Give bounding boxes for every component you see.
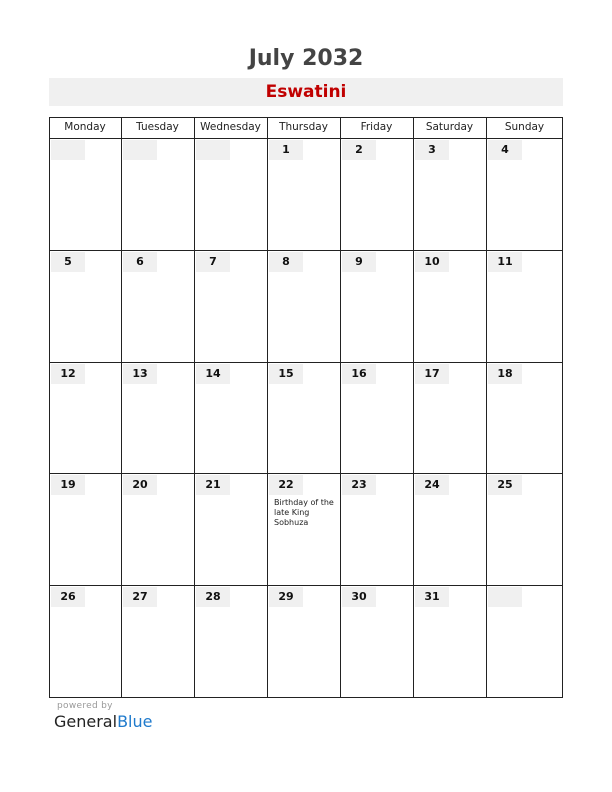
day-number: 1 xyxy=(269,140,303,160)
holiday-event: Birthday of the late King Sobhuza xyxy=(274,498,334,528)
day-number: 9 xyxy=(342,252,376,272)
day-number: 7 xyxy=(196,252,230,272)
day-cell xyxy=(414,586,486,697)
day-number: 8 xyxy=(269,252,303,272)
day-cell xyxy=(341,363,413,474)
brand-general-text: General xyxy=(54,712,118,731)
day-number: 13 xyxy=(123,364,157,384)
day-number: 19 xyxy=(51,475,85,495)
day-number: 25 xyxy=(488,475,522,495)
country-banner xyxy=(49,78,563,106)
day-number: 16 xyxy=(342,364,376,384)
brand-blue-text: Blue xyxy=(117,712,153,731)
day-cell xyxy=(50,474,121,585)
day-cell xyxy=(414,474,486,585)
weekday-header: Monday xyxy=(64,121,106,133)
day-cell xyxy=(268,586,340,697)
weekday-header: Saturday xyxy=(425,121,474,133)
empty-day-cell xyxy=(487,586,563,697)
day-number: 24 xyxy=(415,475,449,495)
day-number: 11 xyxy=(488,252,522,272)
day-cell xyxy=(487,139,563,250)
grid-line-horizontal xyxy=(49,697,563,698)
day-number: 23 xyxy=(342,475,376,495)
day-number: 3 xyxy=(415,140,449,160)
country-name: Eswatini xyxy=(265,82,347,102)
day-cell xyxy=(268,251,340,362)
day-number: 28 xyxy=(196,587,230,607)
day-cell xyxy=(414,363,486,474)
day-cell xyxy=(341,474,413,585)
day-cell xyxy=(122,474,194,585)
day-cell xyxy=(50,586,121,697)
day-number: 17 xyxy=(415,364,449,384)
day-cell xyxy=(341,139,413,250)
day-cell xyxy=(195,363,267,474)
day-cell xyxy=(487,363,563,474)
empty-day-cell xyxy=(122,139,194,250)
day-number: 27 xyxy=(123,587,157,607)
day-cell xyxy=(195,474,267,585)
day-cell xyxy=(50,363,121,474)
day-cell xyxy=(341,251,413,362)
day-number: 22 xyxy=(269,475,303,495)
day-number xyxy=(196,140,230,160)
calendar-grid xyxy=(49,117,563,697)
powered-by-label: powered by xyxy=(57,701,113,711)
day-number: 30 xyxy=(342,587,376,607)
day-number xyxy=(123,140,157,160)
day-number xyxy=(51,140,85,160)
day-cell xyxy=(414,251,486,362)
day-number: 10 xyxy=(415,252,449,272)
day-cell xyxy=(268,139,340,250)
empty-day-cell xyxy=(50,139,121,250)
day-number: 20 xyxy=(123,475,157,495)
day-number: 4 xyxy=(488,140,522,160)
empty-day-cell xyxy=(195,139,267,250)
weekday-header: Thursday xyxy=(279,121,328,133)
day-number: 2 xyxy=(342,140,376,160)
day-cell xyxy=(268,363,340,474)
day-number: 15 xyxy=(269,364,303,384)
day-cell xyxy=(122,363,194,474)
day-cell xyxy=(341,586,413,697)
day-cell xyxy=(195,586,267,697)
day-number xyxy=(488,587,522,607)
day-number: 18 xyxy=(488,364,522,384)
day-cell xyxy=(414,139,486,250)
day-cell xyxy=(122,251,194,362)
day-cell xyxy=(268,474,340,585)
day-cell xyxy=(487,474,563,585)
weekday-header: Sunday xyxy=(504,121,545,133)
day-number: 29 xyxy=(269,587,303,607)
day-cell xyxy=(50,251,121,362)
day-number: 21 xyxy=(196,475,230,495)
day-number: 14 xyxy=(196,364,230,384)
day-cell xyxy=(195,251,267,362)
day-number: 5 xyxy=(51,252,85,272)
day-number: 12 xyxy=(51,364,85,384)
day-number: 6 xyxy=(123,252,157,272)
day-number: 31 xyxy=(415,587,449,607)
weekday-header: Tuesday xyxy=(136,121,179,133)
day-cell xyxy=(487,251,563,362)
weekday-header: Friday xyxy=(360,121,393,133)
weekday-header: Wednesday xyxy=(200,121,261,133)
day-number: 26 xyxy=(51,587,85,607)
day-cell xyxy=(122,586,194,697)
calendar-title: July 2032 xyxy=(248,46,364,71)
generalblue-logo xyxy=(54,712,152,731)
